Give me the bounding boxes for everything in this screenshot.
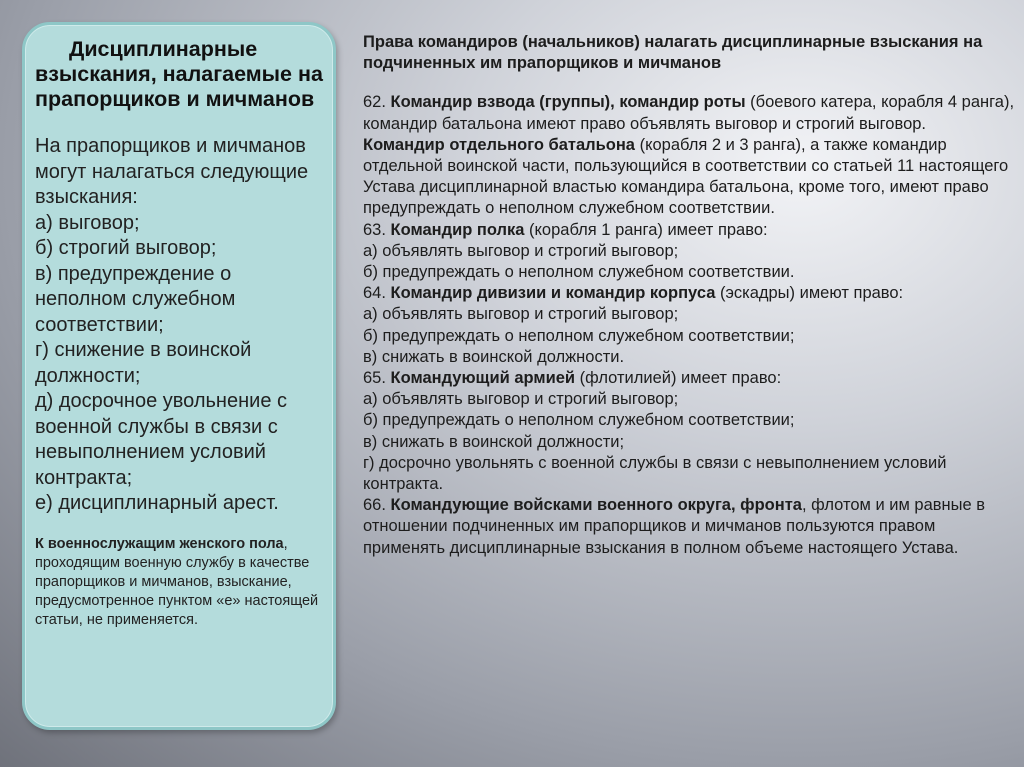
- penalty-item: е) дисциплинарный арест.: [35, 492, 279, 514]
- article-item: б) предупреждать о неполном служебном соответствии;: [363, 411, 795, 430]
- article-subject: Командир отдельного батальона: [363, 135, 635, 154]
- penalty-item: в) предупреждение о неполном служебном соответствии;: [35, 262, 236, 336]
- article-item: а) объявлять выговор и строгий выговор;: [363, 390, 679, 409]
- article-item: в) снижать в воинской должности;: [363, 432, 625, 451]
- article-text: (корабля 1 ранга) имеет право:: [524, 220, 768, 239]
- article-text: (боевого катера, корабля 4 ранга), командир батальона имеют право объявлять выговор и строгий выговор.: [363, 93, 1015, 133]
- article-text: , флотом и им равные в отношении подчиненных им прапорщиков и мичманов пользуются правом применять дисциплинарные взыскания в полном объеме настоящего Устава.: [363, 496, 986, 557]
- penalty-item: д) досрочное увольнение с военной службы в связи с невыполнением условий контракта;: [35, 390, 287, 489]
- article-text: (корабля 2 и 3 ранга), а также командир отдельной воинской части, пользующийся в соответствии со статьей 11 настоящего Устава дисциплинарной властью командира батальона, кроме того, имеют право предупреждать о неполном служебном соответствии.: [363, 135, 1009, 218]
- article-63: [363, 220, 1018, 241]
- rights-title: Права командиров (начальников) налагать дисциплинарные взыскания на подчиненных им прапорщиков и мичманов: [363, 33, 983, 73]
- panel-intro: На прапорщиков и мичманов могут налагаться следующие взыскания:: [35, 135, 309, 208]
- article-text: (эскадры) имеют право:: [715, 284, 904, 303]
- article-62: [363, 92, 1018, 134]
- article-item: г) досрочно увольнять с военной службы в связи с невыполнением условий контракта.: [363, 453, 947, 494]
- article-number: 64.: [363, 284, 391, 303]
- panel-note-rest: , проходящим военную службу в качестве прапорщиков и мичманов, взыскание, предусмотренное пунктом «е» настоящей статьи, не применяется.: [35, 535, 319, 628]
- article-item: а) объявлять выговор и строгий выговор;: [363, 305, 679, 324]
- article-number: 63.: [363, 220, 391, 239]
- article-66: [363, 495, 1018, 559]
- penalty-item: а) выговор;: [35, 211, 140, 234]
- article-item: а) объявлять выговор и строгий выговор;: [363, 241, 679, 260]
- article-item: б) предупреждать о неполном служебном соответствии.: [363, 263, 795, 282]
- article-65: [363, 368, 1018, 389]
- article-text: (флотилией) имеет право:: [575, 369, 782, 388]
- panel-title: Дисциплинарные взыскания, налагаемые на прапорщиков и мичманов: [35, 37, 323, 111]
- panel-note-bold: К военнослужащим женского пола: [35, 535, 284, 552]
- article-number: 66.: [363, 496, 391, 515]
- panel-note: [35, 535, 323, 630]
- article-number: 62.: [363, 93, 391, 112]
- penalties-panel: [22, 22, 336, 730]
- penalty-item: б) строгий выговор;: [35, 237, 217, 259]
- article-subject: Командир взвода (группы), командир роты: [390, 93, 746, 112]
- article-64: [363, 283, 1018, 304]
- article-subject: Командир полка: [390, 220, 525, 239]
- article-item: в) снижать в воинской должности.: [363, 347, 625, 366]
- article-62-continued: [363, 135, 1018, 220]
- article-subject: Командующие войсками военного округа, фронта: [390, 496, 802, 515]
- penalty-list: [35, 211, 323, 517]
- article-subject: Командир дивизии и командир корпуса: [390, 284, 716, 303]
- article-item: б) предупреждать о неполном служебном соответствии;: [363, 326, 795, 345]
- rights-content: [363, 32, 1018, 559]
- penalty-item: г) снижение в воинской должности;: [35, 339, 252, 387]
- article-subject: Командующий армией: [390, 369, 576, 388]
- article-number: 65.: [363, 369, 391, 388]
